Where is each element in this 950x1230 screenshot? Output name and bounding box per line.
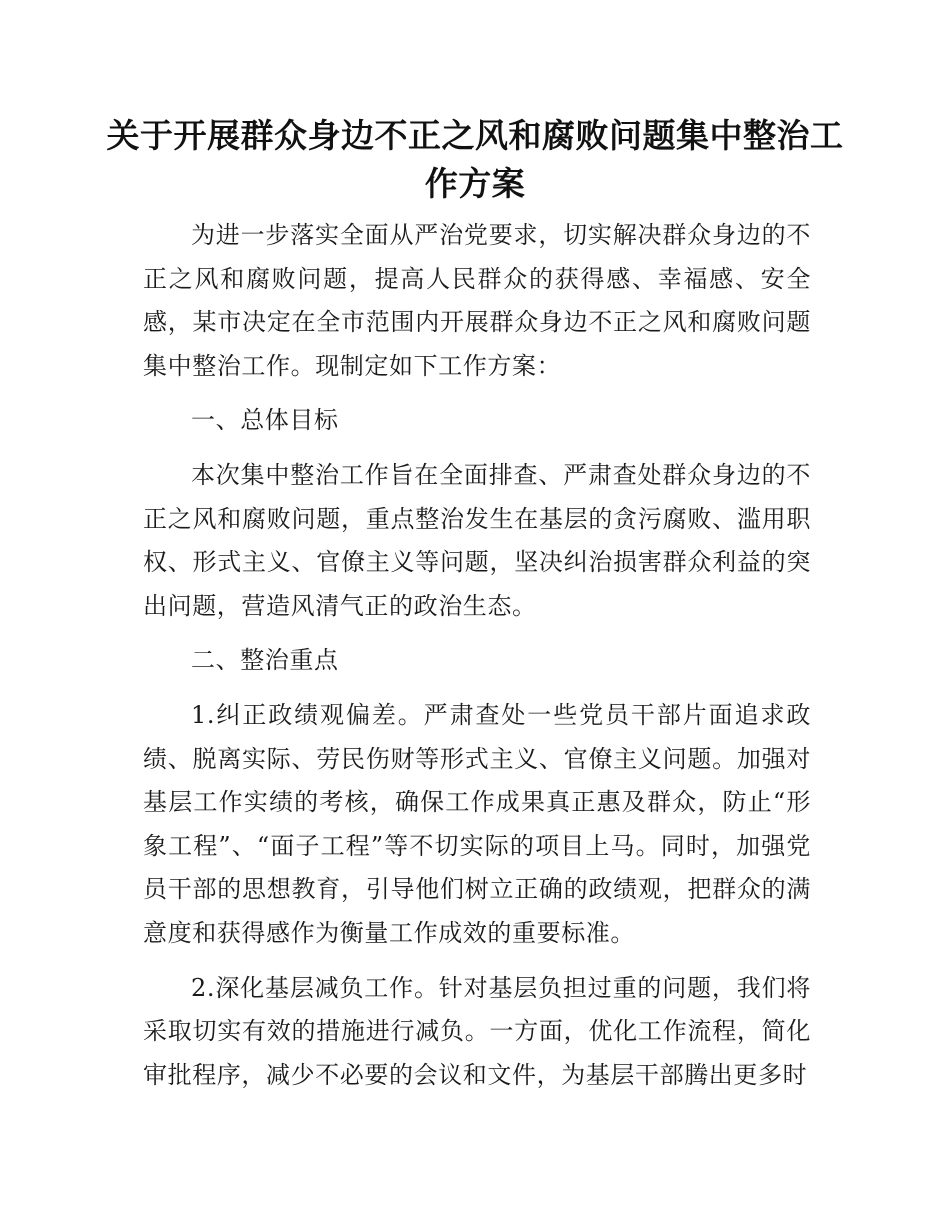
- intro-paragraph: 为进一步落实全面从严治党要求，切实解决群众身边的不正之风和腐败问题，提高人民群众的获得感、幸福感、安全感，某市决定在全市范围内开展群众身边不正之风和腐败问题集中整治工作。现制定如下工作方案：: [143, 221, 811, 380]
- document-title: 关于开展群众身边不正之风和腐败问题集中整治工作方案: [106, 116, 844, 203]
- key-point-2-paragraph: 2.深化基层减负工作。针对基层负担过重的问题，我们将采取切实有效的措施进行减负。一方面，优化工作流程，简化审批程序，减少不必要的会议和文件，为基层干部腾出更多时: [143, 973, 811, 1089]
- key-point-1-paragraph: 1.纠正政绩观偏差。严肃查处一些党员干部片面追求政绩、脱离实际、劳民伤财等形式主义、官僚主义问题。加强对基层工作实绩的考核，确保工作成果真正惠及群众，防止“形象工程”、“面子工程”等不切实际的项目上马。同时，加强党员干部的思想教育，引导他们树立正确的政绩观，把群众的满意度和获得感作为衡量工作成效的重要标准。: [143, 700, 811, 947]
- document-body: [143, 214, 811, 1108]
- overall-goal-paragraph: 本次集中整治工作旨在全面排查、严肃查处群众身边的不正之风和腐败问题，重点整治发生在基层的贪污腐败、滥用职权、形式主义、官僚主义等问题，坚决纠治损害群众利益的突出问题，营造风清气正的政治生态。: [143, 460, 811, 620]
- section-heading-overall-goal: 一、总体目标: [191, 406, 339, 435]
- section-heading-key-points: 二、整治重点: [191, 646, 339, 675]
